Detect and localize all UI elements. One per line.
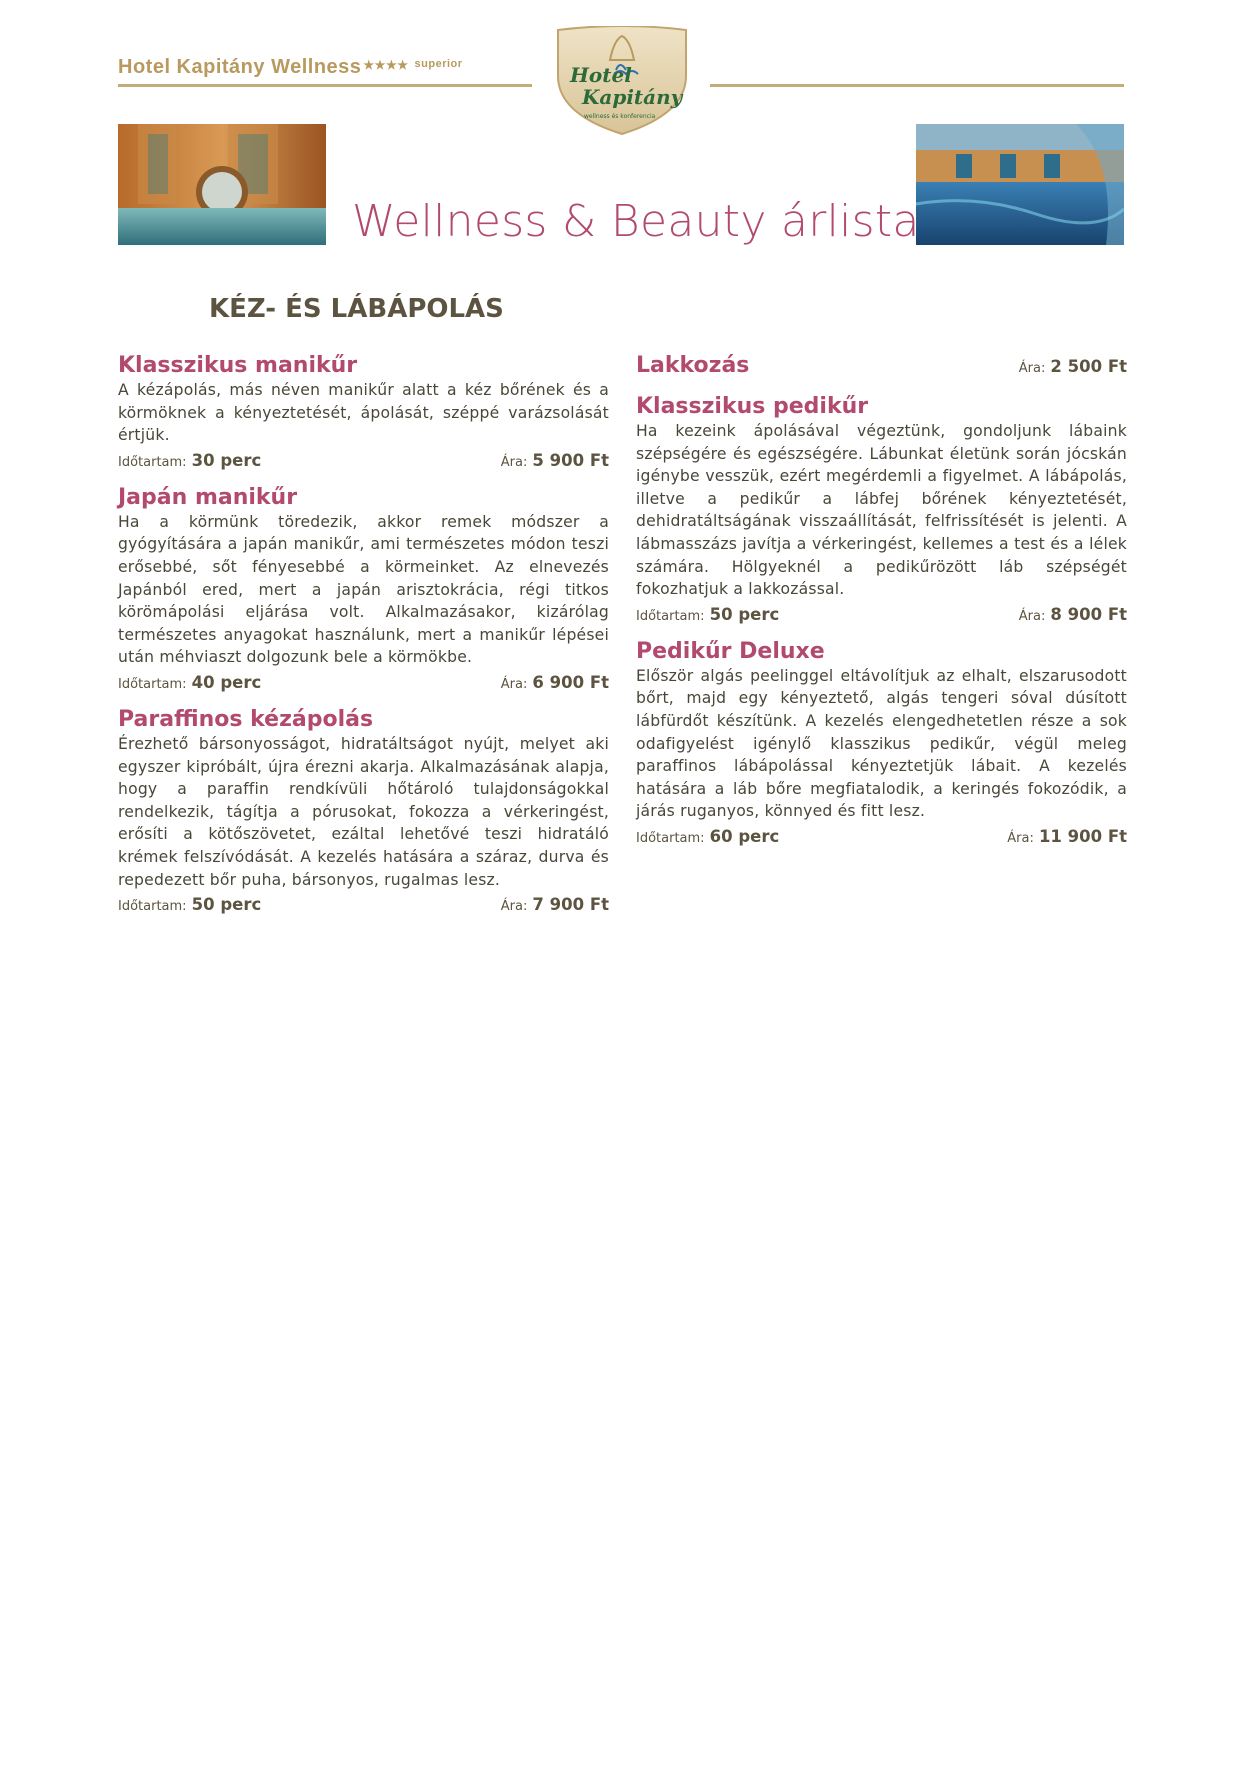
price-label: Ára: [500, 899, 528, 915]
hotel-name [118, 56, 463, 79]
price-value: 8 900 Ft [1050, 604, 1127, 624]
duration-label: Időtartam: [118, 454, 187, 470]
logo-tagline: wellness és konferencia [584, 113, 656, 120]
right-column [636, 352, 1127, 860]
price-label: Ára: [1018, 361, 1046, 376]
service-meta [118, 895, 609, 914]
service-name: Lakkozás [636, 353, 750, 378]
duration-value: 50 perc [191, 895, 262, 915]
lakkozas-row [636, 352, 1127, 379]
service-meta [636, 605, 1127, 624]
logo-text-hotel: Hotel [570, 63, 632, 87]
service-name: Klasszikus pedikűr [636, 394, 869, 419]
service-item [118, 352, 609, 470]
price-value: 6 900 Ft [532, 672, 609, 692]
price-value: 2 500 Ft [1050, 357, 1127, 376]
price-value: 7 900 Ft [532, 895, 609, 915]
price-label: Ára: [1007, 830, 1034, 846]
service-description: Ha kezeink ápolásával végeztünk, gondoljunk lábaink szépségére és egészségére. Lábunkat életünk során jócskán igénybe vesszük, ezért megérdemli a figyelmet. A lábápolás, illetve a pedikűr a lábfej bőrének kényeztetését, dehidratáltságának visszaállítását, felfrissítését is jelenti. A lábmasszázs javítja a vérkeringést, kellemes a test és a lélek számára. Hölgyeknél a pedikűrözött láb szépségét fokozhatjuk a lakkozással. [636, 422, 1127, 599]
service-meta [118, 451, 609, 470]
price-label: Ára: [500, 454, 528, 470]
service-name: Japán manikűr [118, 484, 298, 510]
logo-text-kapitany: Kapitány [582, 85, 683, 109]
duration-value: 40 perc [191, 672, 262, 692]
left-column [118, 352, 609, 928]
hotel-name-text: Hotel Kapitány Wellness [118, 56, 362, 78]
service-item-lakkozas [636, 352, 1127, 379]
service-item [636, 638, 1127, 846]
photo-hamam [118, 124, 326, 245]
duration-label: Időtartam: [118, 899, 187, 915]
duration-label: Időtartam: [118, 676, 187, 692]
hotel-stars: ★★★★ [363, 58, 409, 72]
service-name: Klasszikus manikűr [118, 353, 358, 378]
price-label: Ára: [1018, 608, 1046, 624]
header-rule-right [710, 84, 1124, 87]
duration-value: 60 perc [709, 826, 780, 846]
service-item [118, 484, 609, 692]
service-meta [118, 673, 609, 692]
duration-label: Időtartam: [636, 608, 705, 624]
service-description: A kézápolás, más néven manikűr alatt a kéz bőrének és a körmöknek a kényeztetését, ápolását, széppé varázsolását értjük. [118, 381, 609, 445]
price-value: 11 900 Ft [1038, 826, 1127, 846]
page-title: Wellness & Beauty árlista [352, 196, 920, 247]
duration-label: Időtartam: [636, 830, 705, 846]
service-description: Először algás peelinggel eltávolítjuk az elhalt, elszarusodott bőrt, majd egy kényeztető, algás tengeri sóval dúsított lábfürdőt készítünk. A kezelés elengedhetetlen része a sok odafigyelést igénylő klasszikus pedikűr, végül meleg paraffinos lábápolással kényeztetjük lábait. A kezelés hatására a láb bőre megfiatalodik, a keringés fokozódik, a járás ruganyos, könnyed és fitt lesz. [636, 666, 1127, 821]
service-meta [636, 827, 1127, 846]
duration-value: 30 perc [191, 450, 262, 470]
photo-pool [916, 124, 1124, 245]
service-item [636, 393, 1127, 624]
service-name: Paraffinos kézápolás [118, 706, 374, 732]
hotel-logo [554, 26, 690, 136]
hotel-superior: superior [414, 58, 463, 70]
header-rule-left [118, 84, 532, 87]
price-value: 5 900 Ft [532, 450, 609, 470]
duration-value: 50 perc [709, 604, 780, 624]
service-item [118, 706, 609, 914]
section-title: KÉZ- ÉS LÁBÁPOLÁS [209, 294, 504, 324]
service-meta [1019, 357, 1127, 376]
service-description: Érezhető bársonyosságot, hidratáltságot nyújt, melyet aki egyszer kipróbált, újra érezni akarja. Alkalmazásának alapja, hogy a paraffin rendkívüli hőtároló tulajdonságokkal rendelkezik, tágítja a pórusokat, fokozza a vérkeringést, erősíti a kötőszövetet, ezáltal lehetővé teszi hidratáló krémek felszívódását. A kezelés hatására a száraz, durva és repedezett bőr puha, bársonyos, rugalmas lesz. [118, 734, 609, 889]
service-name: Pedikűr Deluxe [636, 638, 825, 664]
price-label: Ára: [500, 676, 528, 692]
service-description: Ha a körmünk töredezik, akkor remek módszer a gyógyítására a japán manikűr, ami természetes módon teszi erősebbé, sőt fényesebbé a körmeinket. Az elnevezés Japánból ered, mert a japán arisztokrácia, régi titkos körömápolási eljárása volt. Alkalmazásakor, kizárólag természetes anyagokat használunk, mert a manikűr lépései után méhviaszt dolgozunk bele a körmökbe. [118, 512, 609, 667]
